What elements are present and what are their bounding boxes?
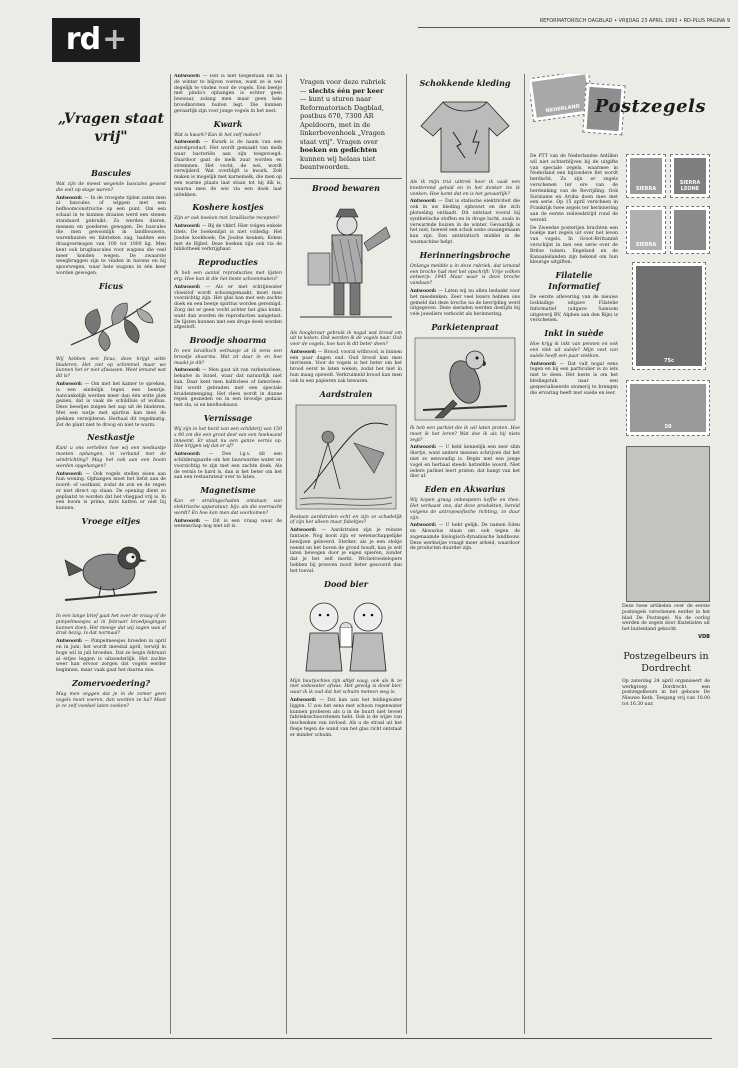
logo-text: rd (65, 22, 101, 57)
question-text: Wij zijn in het bezit van een schilderij van 150 x 90 cm die een groot deel van een hoekwand inneemt. Er staat nu een ganze vernis op. Hoe krijgen wij dat er af? (174, 427, 282, 450)
answer-text: Antwoord: — Laten wij nu allen bedankt voor het meedenken. Zeer veel lezers hebben ons gemeld dat deze broche na de bevrijding werd uitgegeven. Deze sieraden werden destijds bij vele juweliers verkocht als herinnering. (410, 288, 520, 318)
section-title-vernissage: Vernissage (203, 413, 253, 424)
article-text: Deze twee artikelen over de eerste postzegels verschenen eerder in het blad De Postzegel. Na de oorlog werden de zegels door filatelisten uit het buitenland gekocht. (622, 604, 710, 633)
answer-text: Antwoord: — Dat kan aan het leidingwater liggen. U zou het eens met schoon regenwater kunnen proberen als u in de buurt niet teveel fabrieksschoorstenen hebt. Ook is de wijze van inschenken van invloed. Als u de straal uit het flesje tegen de wand van het glas richt ontstaat er minder schuim. (290, 698, 402, 738)
section-title-parkietenpraat: Parkietenpraat (431, 321, 499, 332)
stamp-image: 75c (632, 262, 706, 370)
stamp-image: SIERRA LEONE (670, 154, 710, 198)
parakeet-illustration (413, 336, 517, 422)
article-text: Op zaterdag 24 april organiseert de werkgroep Dordrecht een postzegelbeurs in het gebouw De Nieuwe Kerk. Toegang vrij van 10.00 tot 16.30 uur. (622, 678, 710, 707)
article-text: De PTT van de Nederlandse Antillen wil niet achterblijven bij de uitgifte van speciale zegels, waarmee in Nederland een bijzondere fiet wordt herdacht. Zo zijn er zegels verschenen ter ere van de herdenking van de Bevrijding. Ook Suriname en Aruba doen mee met een serie. Op 15 april verscheen in Frankrijk twee zegels ter herinnering aan de eerste zeilwedstrijd rond de wereld. (530, 154, 618, 223)
stamp-image (670, 206, 710, 254)
question-text: Wat zijn de meest wegende bascules gewest die ooit op stage waren? (56, 182, 166, 193)
dowsing-illustration (294, 403, 398, 511)
answer-text: Antwoord: — Brood, vooral witbrood, is binnen een paar dagen oud. Oud brood kan men invriezen. Voor de vogels is het beter om het brood eerst te laten weken, zodat het niet in hun maag opzwelt. Verkruimeld brood kan men ook in een papieren zak bewaren. (290, 349, 402, 384)
stamps-photo (626, 446, 710, 602)
section-title-schokkende-kleding: Schokkende kleding (419, 78, 511, 88)
answer-text: Antwoord: — Dat valt nogal eens tegen en bij een particulier is zo iets niet te doen. Het beste is om het kledingstuk naar een gespecialiseerde stomerij te brengen die ervaring heeft met suède en leer. (530, 361, 618, 396)
question-text: Ik heb een aantal reproducties met lijsten erg. Hoe kan ik die het beste schoonmaken? (174, 271, 282, 282)
question-text: Wij hebben een ficus, deze krijgt witte bladeren. Het ziet op schimmel maar we kunnen het er niet afwassen. Weet iemand wat dit is? (56, 356, 166, 380)
question-text: Bestaan aardstralen echt en zijn ze schadelijk of zijn het alleen maar fabeltjes? (290, 514, 402, 526)
ficus-leaf-illustration (63, 295, 159, 353)
column-rule (524, 74, 525, 1034)
column-rule (406, 74, 407, 1034)
section-title-aardstralen: Aardstralen (319, 388, 373, 399)
man-with-bread-illustration (294, 197, 398, 327)
answer-text: Antwoord: — Dit is een vraag waar de wetenschap nog niet uit is. (174, 518, 282, 530)
stamp-image: 50 (626, 380, 710, 436)
stamp-image: SIERRA (626, 154, 666, 198)
question-text: Mijn buurjochies zijn altijd vaag, ook als ik ze met sodawater afwas. Het gevolg is dood bier, waar ik ik oud dat het schuim meteen weg is. (290, 678, 402, 696)
answer-text: Antwoord: — U hebt gelijk. De namen Eden en Akwarius staan om ook tegen de zogenaamde biologisch-dynamische landbouw. Deze werkwijze vraagt meer arbeid, waardoor de producten duurder zijn. (410, 523, 520, 552)
column-5-postzegels (530, 74, 710, 1034)
sweater-illustration (413, 92, 517, 176)
section-title-reproducties: Reproducties (198, 257, 258, 268)
section-title-koshere-kostjes: Koshere kostjes (192, 202, 264, 213)
question-text: In een Israëlisch eethuisje at ik eens een broodje shoarma. Wat zit daar in en hoe maakt je dit? (174, 349, 282, 366)
answer-text: Antwoord: — Het is niet toegestaan om na de winter te blijven voeren, want ze is wel degelijk te vinden voor de vogels. Een beetje met pinda's ophangen is echter geen bezwaar, zolang men maar geen hele broodkorsten buiten legt. Die kunnen gevaarlijk zijn voor jonge vogels in het nest. (174, 74, 282, 114)
column-rule (170, 74, 171, 1034)
answer-text: Antwoord: — U hebt kennelijk een zeer slim diertje, want andere mensen schrijven dat het niet zo eenvoudig is. Begin met een jonge vogel en herhaal steeds hetzelfde woord. Niet iedere parkiet leert praten, dat hangt van het dier af. (410, 445, 520, 480)
stamps-gallery (626, 154, 710, 604)
question-text: Als hoogleraar gebruik ik nogal wat brood om uit te koken. Ook worden ik de vogels naar. Ook voor de vogels, hoe kan ik dit beter doen? (290, 330, 402, 348)
section-title-vroege-eitjes: Vroege eitjes (81, 516, 141, 527)
section-title-zomervoedering: Zomervoedering? (71, 678, 151, 689)
answer-text: Antwoord: — Pimpelmeesjes broeden in april en in juni; het wordt meestal april, terwijl in hoge wil in juli broeden. Dat ze begin februari al eitjes leggen is uitzonderlijk. Het zachte weer kan ervoor zorgen dat vogels eerder beginnen, maar vaak gaat het daarna mis. (56, 639, 166, 674)
answer-text: Antwoord: — Als er met schrijnwater vloeistof wordt schoongemaakt, moet men voorzichtig zijn. Het glas kan met een zachte doek en een beetje spiritus worden gereinigd. Zorg dat er geen vocht achter het glas komt, want dan worden de reproducties aangetast. De lijsten kunnen met een droge doek worden afgestoft. (174, 284, 282, 331)
question-text: Mag men zeggen dat je in de zomer geen vogels moet voeren, dan worden ze lui? Moet je ze zelf voedsel laten zoeken? (56, 692, 166, 709)
section-title-inkt-suede: Inkt in suède (544, 328, 604, 339)
section-title-herinneringsbroche: Herinneringsbroche (419, 249, 511, 260)
section-title-brood-bewaren: Brood bewaren (312, 182, 380, 193)
postzegels-article-right (622, 604, 710, 710)
rubric-intro-box: Vragen voor deze rubriek — slechts één per keer — kunt u sturen naar Reformatorisch Dagblad, postbus 670, 7300 AR Apeldoorn, met in de linkerbovenhoek „Vragen staat vrij". Vragen over boeken en gedichten kunnen wij helaas niet beantwoorden. (290, 74, 402, 179)
bottom-rule (52, 1038, 712, 1039)
question-text: Ik heb een parkiet die ik wil laten praten. Hoe moet ik het leren? Wat doe ik als hij niets zegt? (410, 425, 520, 443)
article-text: De eerste aflevering van de nieuwe losbladige uitgave Filatelie Informatief (uitgave Samsom uitgeverij BV, Alphen aan den Rijn) is verschenen. (530, 295, 618, 324)
section-title-dood-bier: Dood bier (324, 578, 368, 589)
page-title: „Vragen staat vrij" (57, 111, 164, 145)
question-text: Kan er stralingschaden ontstaan van elektrische apparatuur, bijv. als die overnacht wordt? En hoe kan men dat voorkomen? (174, 499, 282, 516)
answer-text: Antwoord: — Kwark is de naam van een zuivelproduct. Het wordt gemaakt van melk waar bacteriën aan zijn toegevoegd. Daardoor gaat de melk zuur worden en stremmen. Het vocht, de wei, wordt verwijderd. Wat overblijft is kwark. Zelf maken is mogelijk met karnemelk, die men op een warme plaats laat staan tot hij dik is, waarna men de wei via een doek laat uitlekken. (174, 140, 282, 198)
question-text: Zijn er ook boeken met Israëlische recepten? (174, 216, 280, 222)
question-text: Onlangs meldde u in deze rubriek, dat iemand een broche had met het opschrift: Vrije volken antwerp: 1945 Maar waar is deze broche vandaan? (410, 263, 520, 287)
column-2 (174, 74, 282, 1034)
section-title-bascules: Bascules (91, 168, 131, 178)
section-title-nestkastje: Nestkastje (87, 432, 135, 443)
answer-text: Antwoord: — In de vroegste tijden zaten men al bascules of wippen met een hefboomconstructie op een punt. Om een schaal in te kunnen draaien werd een stenen standaard gebruikt. Zo werden dieren, mensen en goederen gewogen. De bascules die men gewoonlijk in landbouwers, warenhuizen en fabrieken zag, hadden een draagvermogen van 100 tot 1000 kg. Men kent ook brugbascules voor wagens die veel meer konden wegen. De zwaarste weegbruggen zijn te vinden in havens en bij spoorwegen, waar hele wagons in één keer worden gewogen. (56, 195, 166, 276)
section-title-kwark: Kwark (213, 118, 243, 129)
answer-text: Antwoord: — Aardstralen zijn je reinste fantasie. Nog nooit zijn er wetenschappelijke bewijzen geleverd. Sterker, als je een stokje neemt en het boven de grond houdt, kan je zelf laten bewegen door je eigen spieren, zonder dat je het zelf merkt. Wichelroedelopers hebben bij proeven nooit beter gescoord dan het toeval. (290, 528, 402, 574)
postzegels-article (530, 154, 618, 398)
question-text: Hoe krijg ik inkt van pennen en ook een vlek uit suède? Mijn vest van suède heeft een paar vlekken. (530, 342, 618, 359)
question-text: Wat is kwark? Kan ik het zelf maken? (174, 132, 262, 138)
answer-text: Antwoord: — Doe l.g.v. dit een schildersgaarde om het lauwwarme water en voorzichtig te zijn met een zachte doek. Als de vernis te hard is, dan is het beter om het aan een restaurateur over te laten. (174, 452, 282, 481)
tit-bird-illustration (61, 530, 161, 610)
question-text: Kunt u ons vertellen hoe wij een nestkastje moeten ophangen, in verband met de windrichting? Mag het ook aan een boom worden opgehangen? (56, 446, 166, 469)
stamp-image: NEDERLAND (530, 74, 595, 122)
question-text: Wij kopen graag onbespoten koffie en thee. Het verbaast ons, dat deze produkten, bereid volgens de antroposofische richting, zo duur zijn. (410, 498, 520, 521)
column-3 (290, 74, 402, 1034)
section-title-filatelie: Filatelie Informatief (548, 270, 600, 292)
postzegels-header (530, 74, 710, 152)
answer-text: Antwoord: — Bij de vkbrf. Hier volgen enkele titels. De boekenlijst is niet volledig: Het Joodse kookboek; De Joodse keuken; Koken met de Bijbel. Deze boeken zijn ook via de bibliotheek verkrijgbaar. (174, 224, 282, 253)
column-4 (410, 74, 520, 1034)
question-text: Als ik mijn trui uittrek hoor ik vaak een knetterend geluid en in het donker zie ik vonken. Hoe komt dat en is het gevaarlijk? (410, 180, 520, 197)
answer-text: Antwoord: — Om met het kamer te spreken, is een eindelijk tegen een beestje. Aanvankelijk werden meer dan één witte plek gezien, dat is vaak de schildluis of wolluis. Deze beestjes zuigen het sap uit de bladeren. Met een watje met spiritus kan men de plekken verwijderen. Herhaal dit regelmatig. Zet de plant niet te droog en niet te warm. (56, 381, 166, 428)
section-title-broodje-shoarma: Broodje shoarma (189, 335, 267, 346)
answer-text: Antwoord: — Ook vogels stellen eisen aan hun woning. Ophangen moet het liefst aan de noord- of oostkant, zodat de zon en de regen er niet direct op staan. De opening dient zo geplaatst te worden dat het vliegpad vrij is. In een boom is prima, mits katten er niet bij kunnen. (56, 471, 166, 512)
answer-text: Antwoord: — Men gaat uit van varkensvlees, behalve in Israel, waar dat natuurlijk niet kan. Daar kent men kalfsvlees of lamsvlees. Dat wordt gebraden met een speciale kruidenmenging. Het vlees wordt in dunne repen gesneden en in een broodje gedaan met sla, ui en knoflooksaus. (174, 368, 282, 409)
logo-plus: + (102, 22, 127, 57)
author-signature: VDB (698, 633, 710, 640)
header-meta: REFORMATORISCH DAGBLAD • VRIJDAG 23 APRIL 1993 • RD-PLUS PAGINA 9 (418, 18, 730, 28)
rd-plus-logo (52, 18, 140, 62)
article-text: De Zweedse posterijen brachten een boekje met zegels uit over het leven van vogels. In Groot-Brittannië verschijnt in mei een serie over de Britse tuinen. Engeland en de Kanaaleilanden zijn bekend om hun kleurige uitgiften. (530, 225, 618, 266)
stamp-image: SIERRA (626, 206, 666, 254)
column-rule (286, 74, 287, 1034)
section-title-ficus: Ficus (99, 280, 123, 291)
section-title-eden-akwarius: Eden en Akwarius (424, 484, 506, 495)
section-title-beurs: Postzegelbeurs in Dordrecht (623, 650, 709, 674)
answer-text: Antwoord: — Dat is statische elektriciteit die ook in uw kleding opbouwt en die zich plotseling ontlaadt. Dit ontstaat vooral bij synthetische stoffen en in droge lucht, zoals in verwarmde huizen in de winter. Gevaarlijk is het niet, hoewel een schok soms onaangenaam kan zijn. Een antistatisch middel in de wasmachine helpt. (410, 199, 520, 245)
beer-drinkers-illustration (294, 593, 398, 675)
column-1 (56, 74, 166, 1034)
section-title-magnetisme: Magnetisme (200, 485, 256, 496)
question-text: In een lange brief gaat het over de vraag of de pimpelmeesjes al in februari broedpogingen kunnen doen. Het meesje dat wij zagen was al druk bezig. Is dat normaal? (56, 614, 166, 637)
section-title-postzegels: Postzegels (594, 96, 706, 117)
